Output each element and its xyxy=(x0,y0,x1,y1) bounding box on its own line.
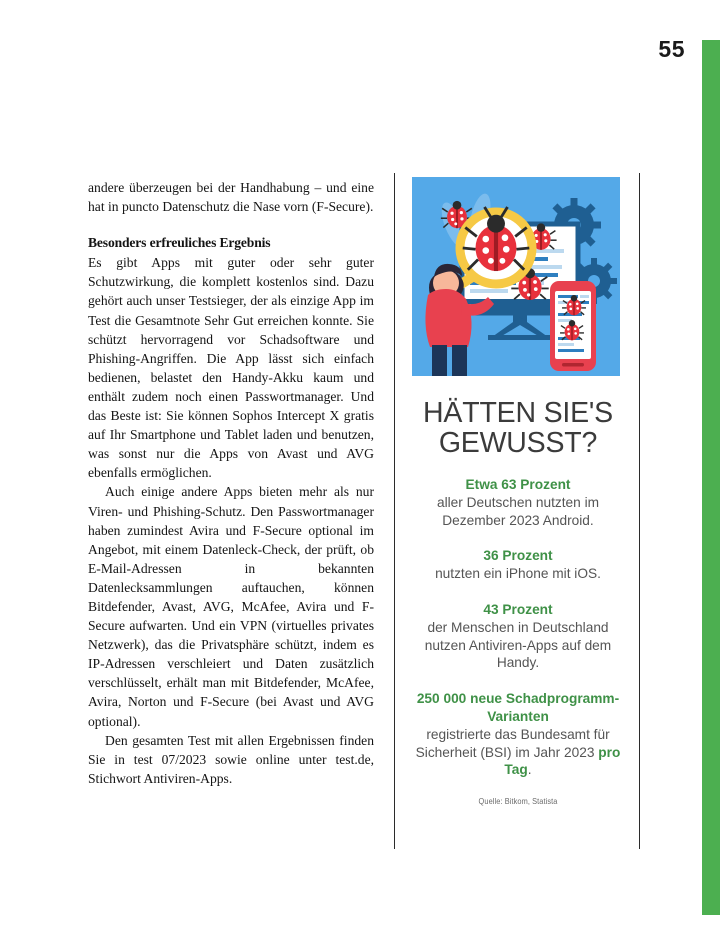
article-paragraph: andere überzeugen bei der Handhabung – und eine hat in puncto Datenschutz die Nase vorn (F-Secure). xyxy=(88,180,374,215)
column-divider-left xyxy=(394,173,395,849)
sidebar-fact-lead: 36 Prozent xyxy=(483,548,553,564)
column-divider-right xyxy=(639,173,640,849)
article-body-column xyxy=(88,178,374,788)
sidebar-fact xyxy=(412,690,624,779)
sidebar-title xyxy=(412,398,624,458)
article-subheading: Besonders erfreuliches Ergebnis xyxy=(88,235,271,251)
sidebar-fact-highlight: pro Tag xyxy=(504,744,621,778)
sidebar-title-line-2: GEWUSST? xyxy=(438,427,598,459)
sidebar-fact-lead: 43 Prozent xyxy=(483,601,553,617)
sidebar-fact-lead: 250 000 neue Schadprogramm-Varianten xyxy=(416,691,620,724)
sidebar-fact-body: registrierte das Bundesamt für Sicherheit (BSI) im Jahr 2023 xyxy=(415,726,610,760)
page-number: 55 xyxy=(658,36,685,62)
sidebar-fact-body-after: . xyxy=(527,762,532,778)
sidebar-fact xyxy=(412,547,624,583)
sidebar-fact-lead: Etwa 63 Prozent xyxy=(465,477,571,492)
sidebar-fact-body: nutzten ein iPhone mit iOS. xyxy=(435,566,601,582)
antivirus-bug-scan-illustration xyxy=(412,177,620,376)
sidebar-fact xyxy=(412,601,624,672)
did-you-know-sidebar xyxy=(412,177,624,807)
article-paragraph: Den gesamten Test mit allen Ergebnissen finden Sie in test 07/2023 sowie online unter test.de, Stichwort Antiviren-Apps. xyxy=(88,732,374,786)
article-paragraph: Auch einige andere Apps bieten mehr als nur Viren- und Phishing-Schutz. Den Passwortmanager haben zumindest Avira und F-Secure optional im Angebot, mit einem Datenleck-Check, der prüft, ob E-Mail-Adressen in bekannten Datenlecksammlungen auftauchen, können Bitdefender, Avast, AVG, McAfee, Avira und F-Secure aufwarten. Und ein VPN (virtuelles privates Netzwerk), das die Privatsphäre schützt, indem es IP-Adressen verschleiert und Daten zusätzlich verschlüsselt, erhält man mit Bitdefender, McAfee, Avira, Norton und F-Secure (bei Avast und AVG optional). xyxy=(88,484,374,729)
sidebar-source: Quelle: Bitkom, Statista xyxy=(478,796,558,807)
sidebar-fact xyxy=(412,476,624,529)
sidebar-fact-body: der Menschen in Deutschland nutzen Antiviren-Apps auf dem Handy. xyxy=(424,619,612,671)
sidebar-fact-body: aller Deutschen nutzten im Dezember 2023 Android. xyxy=(436,494,600,528)
sidebar-title-line-1: HÄTTEN SIE'S xyxy=(423,397,613,429)
page-accent-bar xyxy=(702,40,720,915)
illustration-svg xyxy=(412,177,620,376)
article-paragraph: Es gibt Apps mit guter oder sehr guter Schutzwirkung, die komplett kostenlos sind. Dazu gehört auch unser Testsieger, der als einzige App im Test die Gesamtnote Sehr Gut erreichen konnte. Sie schützt hervorragend vor Schadsoftware und Phishing-Angriffen. Die App lässt sich einfach bedienen, belastet den Handy-Akku kaum und enthält zudem noch einen Passwortmanager. Und das Beste ist: Sie können Sophos Intercept X gratis auf Ihr Smartphone und Tablet laden und benutzen, was sonst nur die Apps von Avast und AVG ebenfalls ermöglichen. xyxy=(88,255,374,481)
smartphone xyxy=(550,281,596,371)
